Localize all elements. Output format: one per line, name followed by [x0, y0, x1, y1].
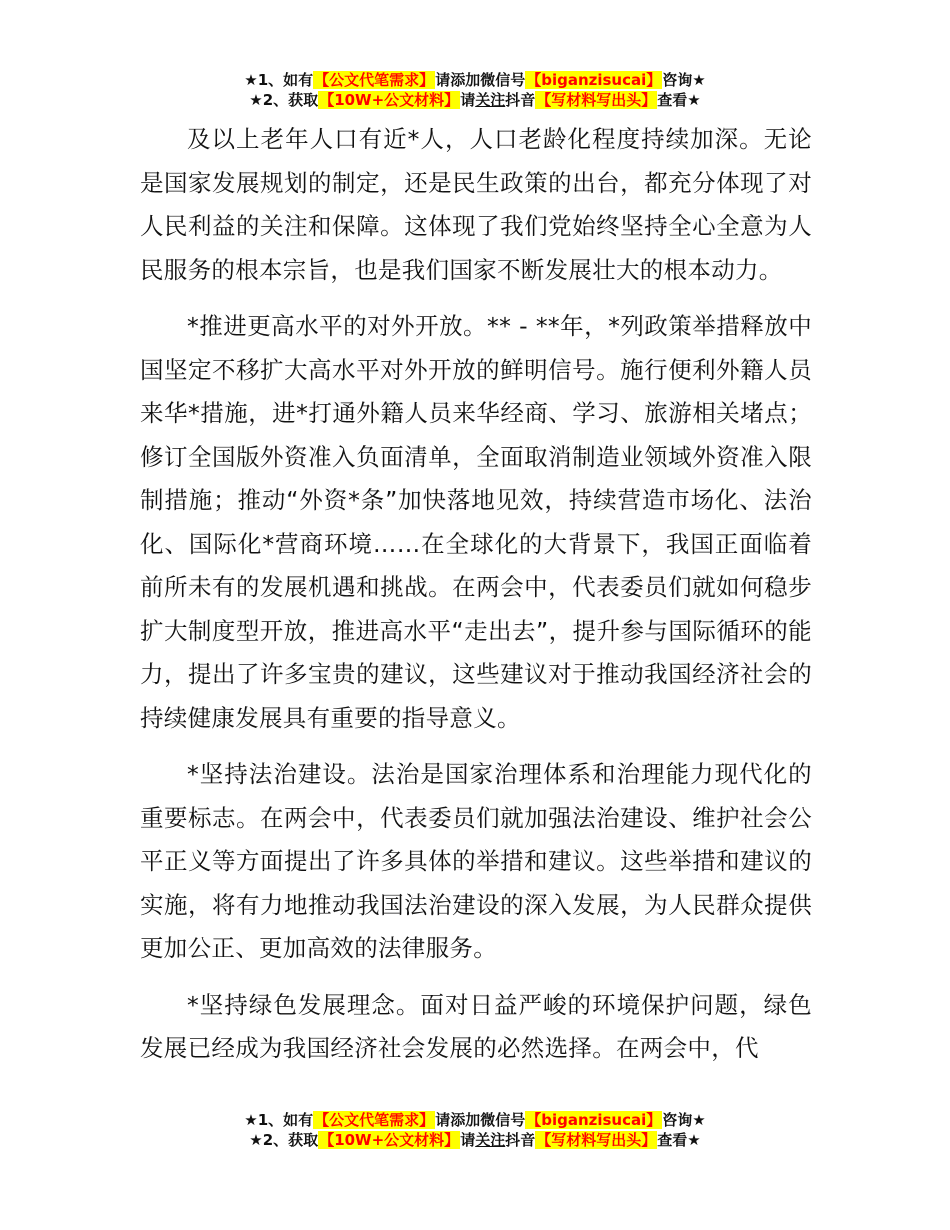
banner-highlight: 【公文代笔需求】	[314, 71, 435, 89]
banner-highlight: 【公文代笔需求】	[314, 1111, 435, 1129]
paragraph: *推进更高水平的对外开放。** - **年，*列政策举措释放中国坚定不移扩大高水平对外开放的鲜明信号。施行便利外籍人员来华*措施，进*打通外籍人员来华经商、学习、旅游相关堵点；修订全国版外资准入负面清单，全面取消制造业领域外资准入限制措施；推动“外资*条”加快落地见效，持续营造市场化、法治化、国际化*营商环境……在全球化的大背景下，我国正面临着前所未有的发展机遇和挑战。在两会中，代表委员们就如何稳步扩大制度型开放，推进高水平“走出去”，提升参与国际循环的能力，提出了许多宝贵的建议，这些建议对于推动我国经济社会的持续健康发展具有重要的指导意义。	[140, 312, 812, 732]
banner-line-2: ★2、获取【10W+公文材料】请关注抖音【写材料写出头】查看★	[249, 1131, 701, 1149]
banner-line-1: ★1、如有【公文代笔需求】请添加微信号【biganzisucai】咨询★	[244, 71, 706, 89]
banner-highlight: 【10W+公文材料】	[319, 91, 460, 109]
banner-highlight: 【写材料写出头】	[536, 1131, 657, 1149]
paragraph: 及以上老年人口有近*人，人口老龄化程度持续加深。无论是国家发展规划的制定，还是民生政策的出台，都充分体现了对人民利益的关注和保障。这体现了我们党始终坚持全心全意为人民服务的根本宗旨，也是我们国家不断发展壮大的根本动力。	[140, 125, 812, 284]
banner-highlight: 【10W+公文材料】	[319, 1131, 460, 1149]
banner-highlight: 【写材料写出头】	[536, 91, 657, 109]
banner-highlight: 【biganzisucai】	[526, 71, 662, 89]
banner-highlight: 【biganzisucai】	[526, 1111, 662, 1129]
document-body	[140, 118, 812, 1084]
banner-line-2: ★2、获取【10W+公文材料】请关注抖音【写材料写出头】查看★	[249, 91, 701, 109]
paragraph: *坚持绿色发展理念。面对日益严峻的环境保护问题，绿色发展已经成为我国经济社会发展的必然选择。在两会中，代	[140, 990, 812, 1062]
footer-banner	[0, 1110, 950, 1150]
header-banner	[0, 70, 950, 110]
paragraph: *坚持法治建设。法治是国家治理体系和治理能力现代化的重要标志。在两会中，代表委员们就加强法治建设、维护社会公平正义等方面提出了许多具体的举措和建议。这些举措和建议的实施，将有力地推动我国法治建设的深入发展，为人民群众提供更加公正、更加高效的法律服务。	[140, 760, 812, 962]
banner-line-1: ★1、如有【公文代笔需求】请添加微信号【biganzisucai】咨询★	[244, 1111, 706, 1129]
